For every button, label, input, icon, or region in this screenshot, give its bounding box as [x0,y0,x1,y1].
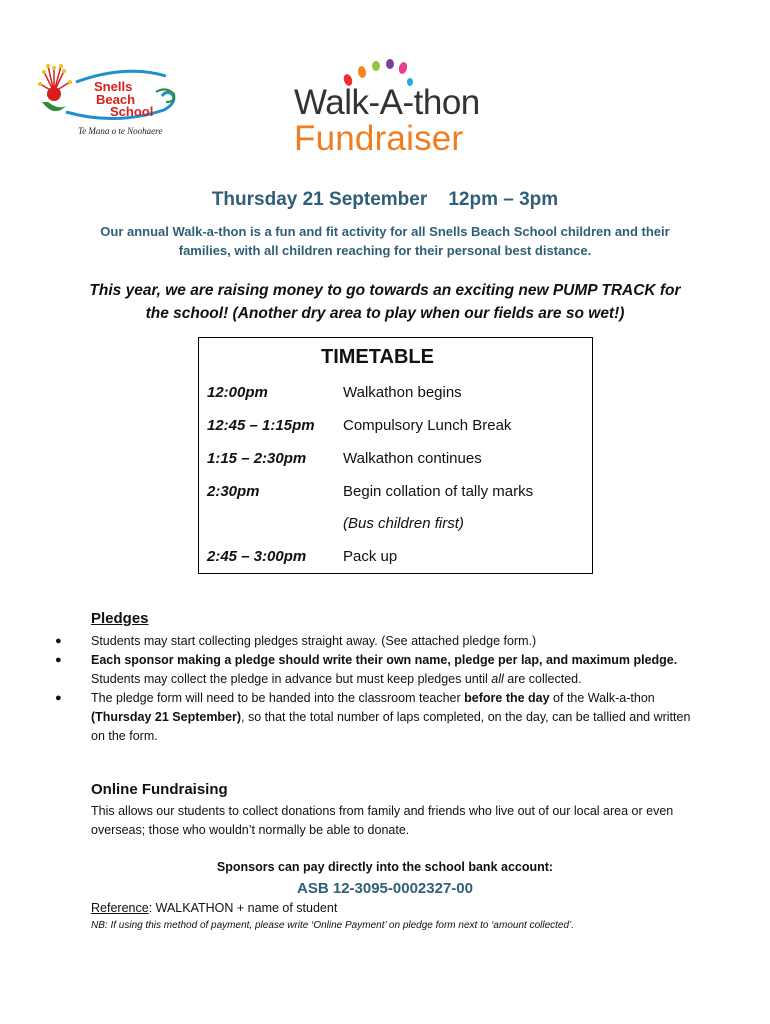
walkathon-title: Walk-A-thon [294,83,480,122]
intro-paragraph: Our annual Walk-a-thon is a fun and fit activity for all Snells Beach School children and their families, with all children reaching for their personal best distance. [100,224,670,258]
timetable-activity: Begin collation of tally marks [343,483,534,500]
online-fundraising-text: This allows our students to collect donations from family and friends who live out of our local area or even overseas; those who wouldn’t normally be able to donate. [91,804,674,837]
pledge-text: are collected. [503,672,582,686]
logo-text-snells: Snells [94,79,133,94]
logo-text-beach: Beach [96,92,136,107]
reference-value: : WALKATHON + name of student [148,901,338,915]
pledges-list [55,632,706,746]
list-item [55,689,706,746]
pledge-text-italic: all [491,672,504,686]
timetable-title: TIMETABLE [321,346,434,368]
pledge-text: Students may start collecting pledges straight away. (See attached pledge form.) [91,634,537,648]
timetable-activity: Compulsory Lunch Break [343,417,512,434]
logo-text-school: School [110,104,154,119]
timetable-activity: Pack up [343,548,398,565]
bullet-icon: ● [55,692,62,704]
timetable-time: 2:45 – 3:00pm [207,548,307,565]
logo-tagline: Te Mana o te Noohaere [78,126,163,136]
bullet-icon: ● [55,654,62,666]
reference-label: Reference [91,901,149,915]
pledge-text: , so that the total number of laps completed, on the day, can be tallied and written on the form. [91,710,691,743]
pledge-text-bold: (Thursday 21 September) [91,710,242,724]
list-item [55,632,706,651]
timetable-activity: Walkathon continues [343,450,482,467]
timetable-time: 1:15 – 2:30pm [207,450,307,467]
pledge-text: of the Walk-a-thon [549,691,655,705]
fundraiser-title: Fundraiser [294,119,464,158]
bullet-icon: ● [55,635,62,647]
sponsors-text: Sponsors can pay directly into the school bank account: [216,860,554,874]
online-fundraising-heading: Online Fundraising [91,781,228,798]
list-item [55,651,706,689]
pledge-text-bold: before the day [464,691,550,705]
timetable-box [198,337,593,574]
timetable-activity-note: (Bus children first) [343,515,464,532]
timetable-time: 2:30pm [207,483,260,500]
pump-track-paragraph: This year, we are raising money to go towards an exciting new PUMP TRACK for the school! (Another dry area to play when our fields are so wet!) [89,282,681,322]
walkathon-logo [290,58,490,158]
bank-account-number: ASB 12-3095-0002327-00 [297,880,473,897]
timetable-time: 12:45 – 1:15pm [207,417,315,434]
event-date-time: Thursday 21 September 12pm – 3pm [211,189,559,210]
reference-line [91,901,337,915]
pledges-heading: Pledges [91,610,149,627]
pledge-text-bold: Each sponsor making a pledge should write their own name, pledge per lap, and maximum pledge. [91,653,678,667]
timetable-time: 12:00pm [207,384,268,401]
pledge-text: The pledge form will need to be handed into the classroom teacher [91,691,465,705]
pledge-text: Students may collect the pledge in advance but must keep pledges until [91,672,492,686]
nb-note: NB: If using this method of payment, please write ‘Online Payment’ on pledge form next to ‘amount collected’. [91,920,575,931]
timetable-activity: Walkathon begins [343,384,462,401]
school-logo [36,62,186,142]
